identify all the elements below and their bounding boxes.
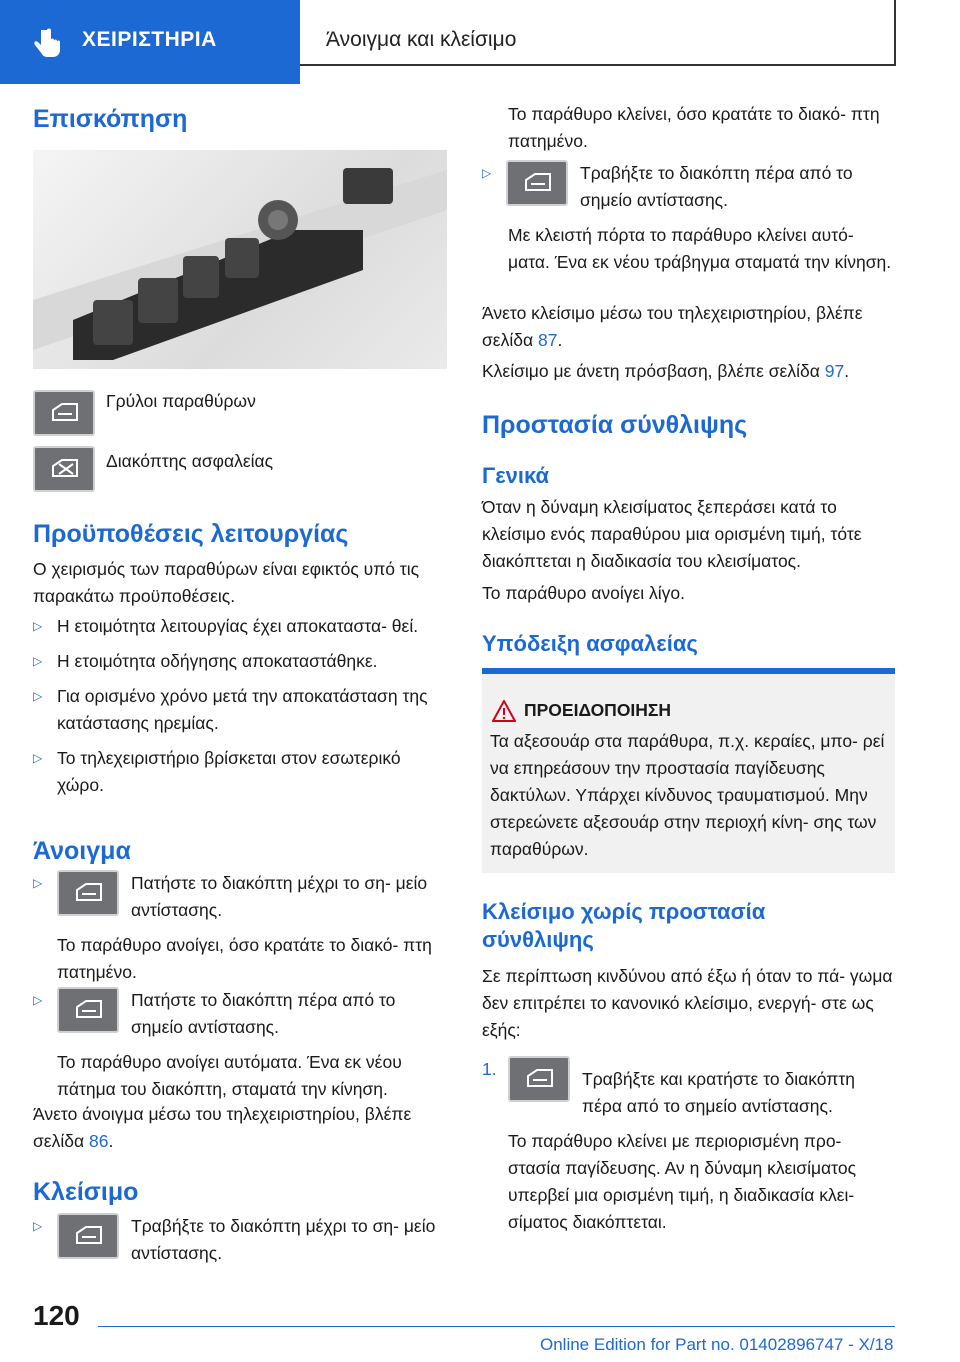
nopinch-intro: Σε περίπτωση κινδύνου από έξω ή όταν το πά- γωμα δεν επιτρέπει το κανονικό κλείσιμο, ενεργή- στε ως εξής:	[482, 966, 893, 1040]
legend-label: Διακόπτης ασφαλείας	[106, 451, 274, 471]
close-heading: Κλείσιμο	[33, 1178, 139, 1206]
window-switch-icon	[57, 1213, 119, 1259]
window-switch-icon	[508, 1056, 570, 1102]
bullet-triangle-icon: ▷	[33, 619, 43, 633]
list-item: ▷ Η ετοιμότητα λειτουργίας έχει αποκαταστα- θεί.	[33, 613, 447, 640]
bullet-triangle-icon: ▷	[482, 166, 492, 180]
step-action: Πατήστε το διακόπτη πέρα από το σημείο αντίστασης.	[131, 990, 396, 1037]
bullet-triangle-icon: ▷	[33, 751, 43, 765]
page-link[interactable]: 86	[88, 1131, 109, 1151]
close-remote-paragraph: Άνετο κλείσιμο μέσω του τηλεχειριστηρίου, βλέπε σελίδα 87.	[482, 303, 863, 350]
hand-pointer-icon	[30, 26, 64, 60]
step-result: Με κλειστή πόρτα το παράθυρο κλείνει αυτό- ματα. Ένα εκ νέου τράβηγμα σταματά την κίνηση.	[508, 225, 892, 272]
legend-item	[33, 446, 95, 492]
open-remote-paragraph: Άνετο άνοιγμα μέσω του τηλεχειριστηρίου, βλέπε σελίδα 86.	[33, 1104, 412, 1151]
header-title: Άνοιγμα και κλείσιμο	[326, 28, 517, 51]
safety-switch-icon	[33, 446, 95, 492]
open-step	[33, 987, 447, 1103]
step-result: Το παράθυρο κλείνει με περιορισμένη προ- στασία παγίδευσης. Αν η δύναμη κλεισίματος υπερβεί μια ορισμένη τιμή, η διαδικασία κλει- σίματος διακόπτεται.	[508, 1131, 857, 1232]
bullet-triangle-icon: ▷	[33, 993, 43, 1007]
warning-text: Τα αξεσουάρ στα παράθυρα, π.χ. κεραίες, μπο- ρεί να επηρεάσουν την προστασία παγίδευσης δακτύλων. Υπάρχει κίνδυνος τραυματισμού. Μην στερεώνετε αξεσουάρ στην περιοχή κίνη- σης των παραθύρων.	[490, 731, 885, 859]
open-step	[33, 870, 447, 986]
bullet-triangle-icon: ▷	[33, 876, 43, 890]
step-action: Πατήστε το διακόπτη μέχρι το ση- μείο αντίστασης.	[131, 873, 428, 920]
list-item: ▷ Για ορισμένο χρόνο μετά την αποκατάσταση της κατάστασης ηρεμίας.	[33, 683, 447, 737]
open-heading: Άνοιγμα	[33, 837, 131, 865]
general-paragraph: Το παράθυρο ανοίγει λίγο.	[482, 583, 686, 603]
header-divider	[300, 64, 896, 66]
safety-heading: Υπόδειξη ασφαλείας	[482, 631, 698, 656]
nopinch-heading: Κλείσιμο χωρίς προστασία σύνθλιψης	[482, 899, 766, 952]
warning-box	[482, 668, 895, 873]
prereq-list	[33, 613, 447, 799]
step-action: Τραβήξτε το διακόπτη μέχρι το ση- μείο αντίστασης.	[131, 1216, 436, 1263]
list-item: ▷ Η ετοιμότητα οδήγησης αποκαταστάθηκε.	[33, 648, 447, 675]
warning-title: ΠΡΟΕΙΔΟΠΟΙΗΣΗ	[524, 700, 672, 720]
bullet-triangle-icon: ▷	[33, 654, 43, 668]
step-result: Το παράθυρο κλείνει, όσο κρατάτε το διακό- πτη πατημένο.	[508, 104, 880, 151]
close-step	[33, 1213, 447, 1267]
bullet-triangle-icon: ▷	[33, 1219, 43, 1233]
window-switch-icon	[57, 870, 119, 916]
step-result: Το παράθυρο ανοίγει αυτόματα. Ένα εκ νέου πάτημα του διακόπτη, σταματά την κίνηση.	[57, 1052, 402, 1099]
header-divider-vertical	[894, 0, 896, 66]
page-number: 120	[33, 1300, 80, 1331]
prereq-intro: Ο χειρισμός των παραθύρων είναι εφικτός υπό τις παρακάτω προϋποθέσεις.	[33, 559, 420, 606]
legend-label: Γρύλοι παραθύρων	[106, 391, 256, 411]
footer-edition: Online Edition for Part no. 01402896747 - X/18	[540, 1335, 894, 1354]
page-link[interactable]: 97	[824, 361, 845, 381]
list-item: ▷ Το τηλεχειριστήριο βρίσκεται στον εσωτερικό χώρο.	[33, 745, 447, 799]
window-switch-icon	[506, 160, 568, 206]
page-link[interactable]: 87	[537, 330, 558, 350]
nopinch-step	[482, 1056, 895, 1236]
step-action: Τραβήξτε το διακόπτη πέρα από το σημείο αντίστασης.	[580, 163, 853, 210]
general-paragraph: Όταν η δύναμη κλεισίματος ξεπεράσει κατά το κλείσιμο ενός παραθύρου μια ορισμένη τιμή, τότε διακόπτεται η διαδικασία του κλεισίματος.	[482, 497, 862, 571]
general-heading: Γενικά	[482, 463, 550, 488]
step-result: Το παράθυρο ανοίγει, όσο κρατάτε το διακό- πτη πατημένο.	[57, 935, 432, 982]
comfort-paragraph: Κλείσιμο με άνετη πρόσβαση, βλέπε σελίδα 97.	[482, 361, 850, 381]
pinch-heading: Προστασία σύνθλιψης	[482, 411, 748, 439]
window-switch-icon	[33, 390, 95, 436]
window-switch-icon	[57, 987, 119, 1033]
legend-item	[33, 390, 95, 436]
footer-divider	[98, 1326, 895, 1327]
door-switch-photo	[33, 150, 447, 369]
close-step	[482, 160, 895, 276]
bullet-triangle-icon: ▷	[33, 689, 43, 703]
header-tab-label: ΧΕΙΡΙΣΤΗΡΙΑ	[82, 28, 217, 51]
step-number: 1.	[482, 1059, 497, 1079]
warning-icon	[492, 700, 516, 727]
prereq-heading: Προϋποθέσεις λειτουργίας	[33, 520, 349, 548]
door-panel-illustration	[33, 150, 447, 369]
step-action: Τραβήξτε και κρατήστε το διακόπτη πέρα από το σημείο αντίστασης.	[582, 1069, 855, 1116]
header-section-tab[interactable]	[0, 0, 300, 84]
overview-heading: Επισκόπηση	[33, 105, 188, 133]
